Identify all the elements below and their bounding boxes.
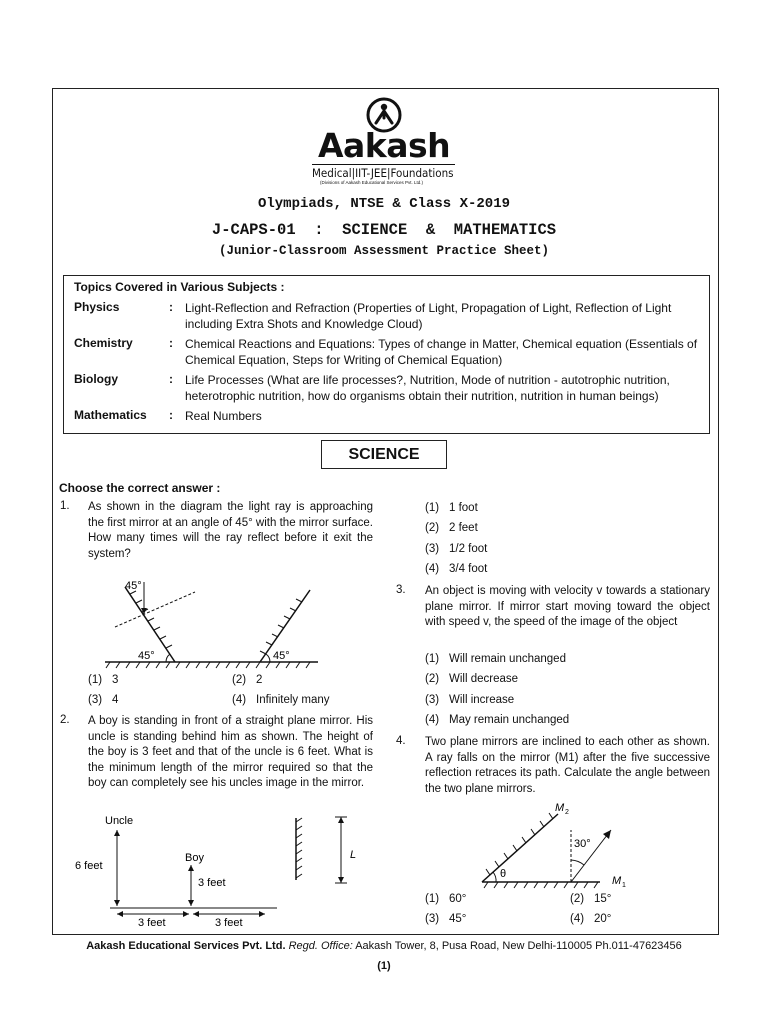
title-line-1: Olympiads, NTSE & Class X-2019 (257, 196, 511, 212)
q4-option-1[interactable]: (1) 60° (425, 893, 467, 905)
topic-subject-mathematics: Mathematics (74, 408, 147, 422)
q1-option-4[interactable]: (4) Infinitely many (232, 694, 330, 706)
footer-company: Aakash Educational Services Pvt. Ltd. (86, 940, 286, 952)
q1-mirror-diagram (100, 572, 325, 672)
topic-colon: : (169, 408, 173, 422)
q3-option-2[interactable]: (2) Will decrease (425, 673, 519, 685)
title-line-2: J-CAPS-01 : SCIENCE & MATHEMATICS (211, 221, 557, 239)
q2-uncle-height: 6 feet (75, 860, 103, 872)
q1-option-1[interactable]: (1) 3 (88, 674, 119, 686)
title-line-3: (Junior-Classroom Assessment Practice Sheet) (218, 244, 550, 258)
question-2-text: A boy is standing in front of a straight plane mirror. His uncle is standing behind him as shown. The height of the boy is 3 feet and that of the uncle is 6 feet. What is the minimum length of the mirror required so that the boy can completely see his uncles image in the mirror. (88, 715, 373, 789)
question-number: 4. (396, 735, 406, 747)
q1-option-2[interactable]: (2) 2 (232, 674, 263, 686)
q2-boy-label: Boy (185, 852, 204, 864)
topic-text-mathematics: Real Numbers (185, 409, 262, 423)
q1-angle-top: 45° (125, 580, 142, 592)
q2-mirror-length: L (350, 849, 357, 861)
brand-tagline: Medical|IIT-JEE|Foundations (312, 166, 454, 180)
topic-text-chemistry: Chemical Reactions and Equations: Types of change in Matter, Chemical equation (Essentials of Chemical Equation, Steps for Writing of Chemical Equation) (185, 337, 698, 367)
q2-distance-2: 3 feet (215, 917, 243, 929)
section-title: SCIENCE (321, 440, 447, 469)
q2-mirror-diagram (70, 810, 370, 930)
q2-uncle-label: Uncle (105, 815, 134, 827)
q2-option-2[interactable]: (2) 2 feet (425, 522, 478, 534)
q4-m1-label: M (612, 875, 622, 887)
topic-text-physics: Light-Reflection and Refraction (Properties of Light, Propagation of Light, Reflection of Light including Extra Shots and Knowledge Cloud) (185, 301, 672, 331)
question-number: 3. (396, 584, 406, 596)
topics-heading: Topics Covered in Various Subjects : (74, 280, 285, 294)
instruction: Choose the correct answer : (59, 481, 221, 495)
question-1-text: As shown in the diagram the light ray is approaching the first mirror at an angle of 45° with the mirror surface. How many times will the ray reflect before it exit the system? (88, 501, 373, 560)
q3-option-4[interactable]: (4) May remain unchanged (425, 714, 570, 726)
footer-address: Aakash Tower, 8, Pusa Road, New Delhi-110005 Ph.011-47623456 (355, 940, 682, 952)
page-number: (1) (377, 960, 391, 972)
logo-rule (312, 164, 455, 165)
q2-option-1[interactable]: (1) 1 foot (425, 502, 478, 514)
footer-office-label: Regd. Office: (288, 940, 353, 952)
q4-option-3[interactable]: (3) 45° (425, 913, 467, 925)
q4-angle: 30° (574, 838, 591, 850)
q2-boy-height: 3 feet (198, 877, 226, 889)
q4-mirror-diagram (470, 800, 640, 892)
topic-colon: : (169, 300, 173, 314)
q3-option-1[interactable]: (1) Will remain unchanged (425, 653, 566, 665)
topic-text-biology: Life Processes (What are life processes?, Nutrition, Mode of nutrition - autotrophic nutrition, heterotrophic nutrition, how do organisms obtain their nutrition, nutrition in human beings) (185, 373, 670, 403)
q2-option-3[interactable]: (3) 1/2 foot (425, 543, 488, 555)
q4-m1-sub: 1 (622, 882, 626, 889)
topic-subject-physics: Physics (74, 300, 120, 314)
question-number: 2. (60, 714, 70, 726)
q4-option-4[interactable]: (4) 20° (570, 913, 612, 925)
q1-option-3[interactable]: (3) 4 (88, 694, 119, 706)
topic-subject-chemistry: Chemistry (74, 336, 133, 350)
q2-distance-1: 3 feet (138, 917, 166, 929)
q4-m2-sub: 2 (565, 809, 569, 816)
question-number: 1. (60, 500, 70, 512)
q4-theta: θ (500, 868, 507, 880)
question-3-text: An object is moving with velocity v towards a stationary plane mirror. If mirror start moving toward the object with speed v, the speed of the image of the object (425, 585, 710, 628)
brand-division: (Divisions of Aakash Educational Services Pvt. Ltd.) (320, 180, 424, 185)
topic-subject-biology: Biology (74, 372, 118, 386)
q4-option-2[interactable]: (2) 15° (570, 893, 612, 905)
q1-angle-left: 45° (138, 650, 155, 662)
q4-m2-label: M (555, 802, 565, 814)
topic-colon: : (169, 372, 173, 386)
topic-colon: : (169, 336, 173, 350)
q3-option-3[interactable]: (3) Will increase (425, 694, 515, 706)
brand-name: Aakash (318, 126, 451, 165)
footer-line (0, 940, 768, 952)
question-4-text: Two plane mirrors are inclined to each other as shown. A ray falls on the mirror (M1) after the five successive reflection retraces its path. Calculate the angle between the two plane mirrors. (425, 736, 710, 795)
topics-box (63, 275, 710, 434)
q1-angle-right: 45° (273, 650, 290, 662)
q2-option-4[interactable]: (4) 3/4 foot (425, 563, 488, 575)
